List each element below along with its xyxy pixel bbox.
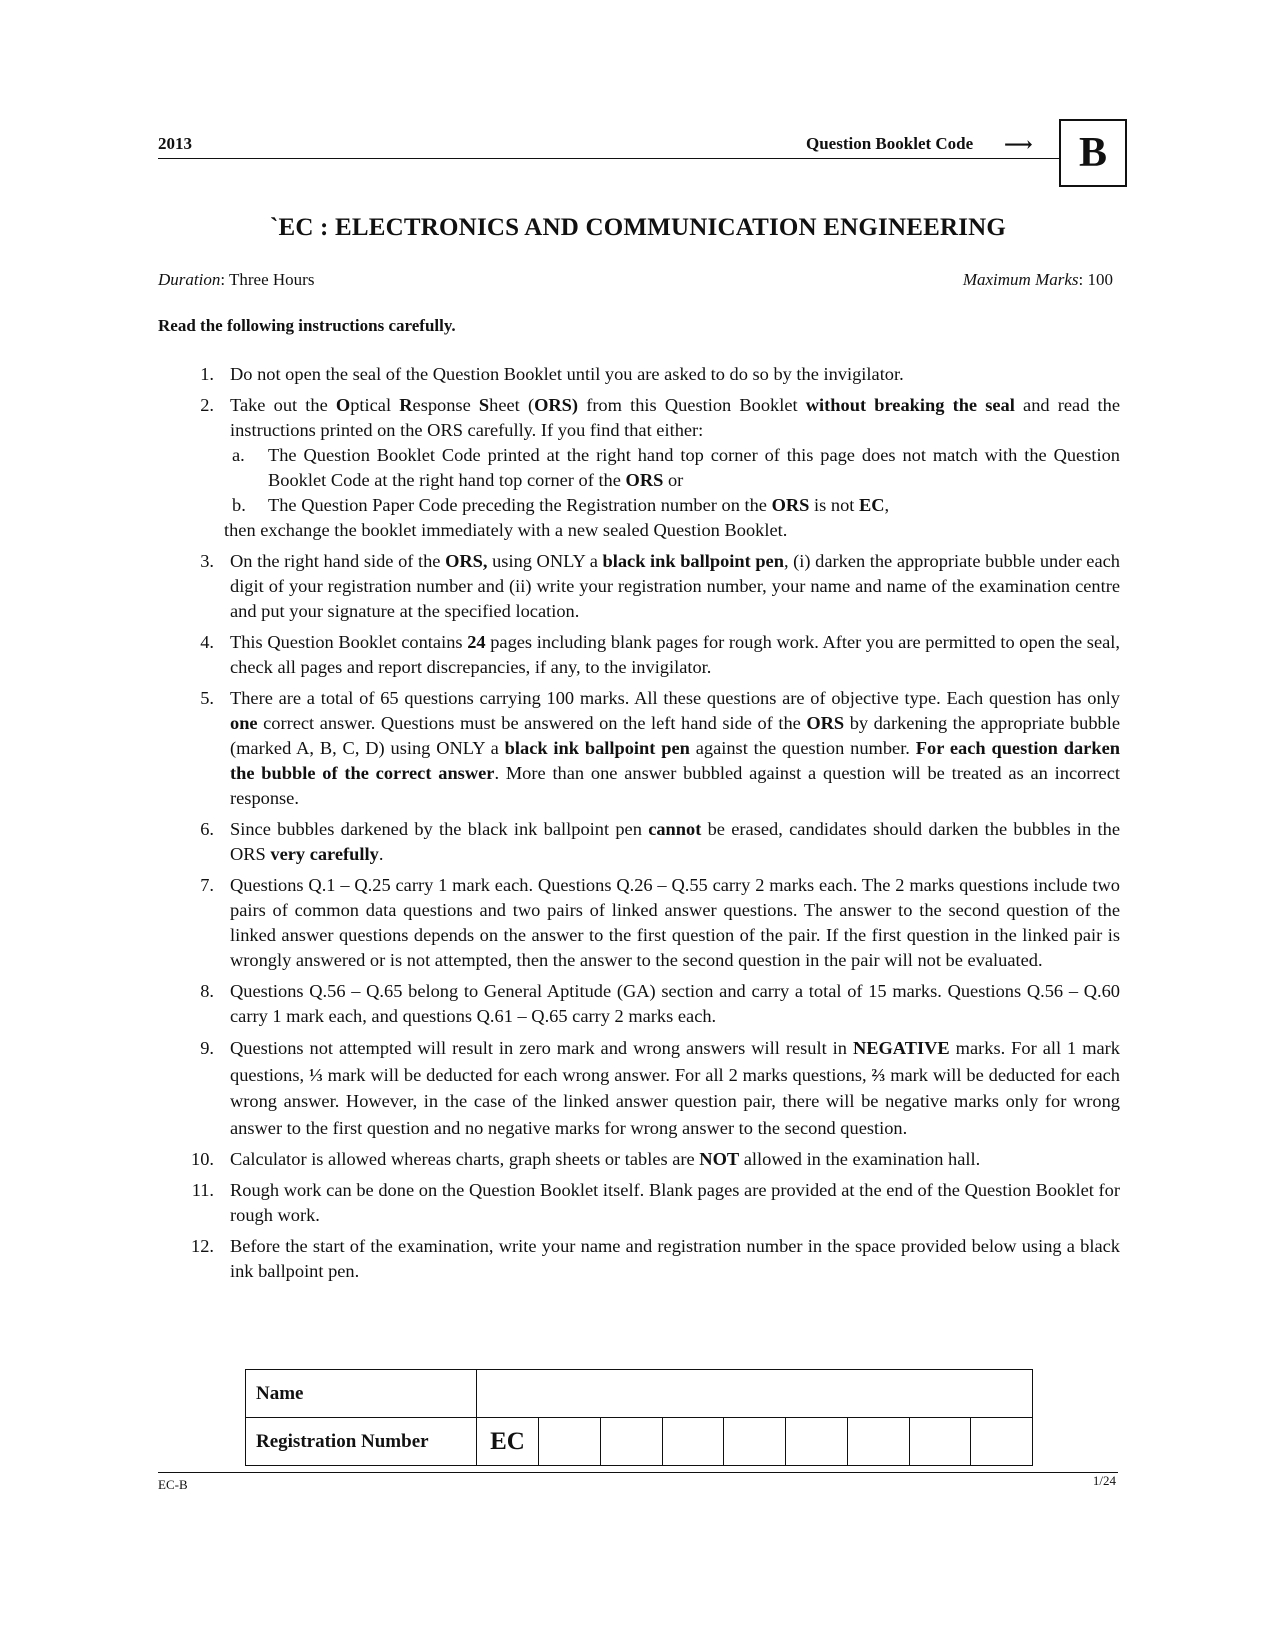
registration-digit-box[interactable] xyxy=(786,1418,848,1466)
instruction-item: 5. There are a total of 65 questions carrying 100 marks. All these questions are of objective type. Each question has only one correct answer. Questions must be answered on the left hand side of the ORS by darkening the appropriate bubble (marked A, B, C, D) using ONLY a black ink ballpoint pen against the question number. For each question darken the bubble of the correct answer. More than one answer bubbled against a question will be treated as an incorrect response. xyxy=(200,688,1120,808)
instruction-item: 7. Questions Q.1 – Q.25 carry 1 mark each. Questions Q.26 – Q.55 carry 2 marks each. The 2 marks questions include two pairs of common data questions and two pairs of linked answer questions. The answer to the second question of the linked answer questions depends on the answer to the first question of the pair. If the first question in the linked pair is wrongly answered or is not attempted, then the answer to the second question in the pair will not be evaluated. xyxy=(200,875,1120,970)
max-marks-value: : 100 xyxy=(1078,270,1113,289)
max-marks xyxy=(740,270,1113,290)
duration xyxy=(158,270,314,290)
exam-year: 2013 xyxy=(158,134,192,153)
name-field[interactable] xyxy=(476,1370,1032,1418)
booklet-code-label: Question Booklet Code xyxy=(806,134,974,153)
header-rule xyxy=(158,158,1059,159)
name-label: Name xyxy=(246,1370,477,1418)
name-row xyxy=(246,1370,1033,1418)
read-instructions-heading: Read the following instructions carefully. xyxy=(158,316,456,335)
instruction-item: 1. Do not open the seal of the Question Booklet until you are asked to do so by the invigilator. xyxy=(200,364,904,384)
registration-digit-box[interactable] xyxy=(847,1418,909,1466)
max-marks-label: Maximum Marks xyxy=(962,270,1079,289)
arrow-right-icon: ⟶ xyxy=(1004,134,1033,156)
instruction-tail: then exchange the booklet immediately with a new sealed Question Booklet. xyxy=(224,520,788,540)
instructions-list xyxy=(190,362,1120,1290)
instruction-item: 6. Since bubbles darkened by the black ink ballpoint pen cannot be erased, candidates should darken the bubbles in the ORS very carefully. xyxy=(200,819,1120,864)
registration-digit-box[interactable] xyxy=(971,1418,1033,1466)
instruction-item: 2. Take out the Optical Response Sheet (ORS) from this Question Booklet without breaking the seal and read the instructions printed on the ORS carefully. If you find that either: a. The Question Booklet Code printed at the right hand top corner of this page does not match with the Question Booklet Code at the right hand top corner of the ORS or b. The Question Paper Code preceding the Registration number on the ORS is not EC, then exchange the booklet immediately with a new sealed Question Booklet. xyxy=(190,393,1120,543)
instruction-item: 12. Before the start of the examination, write your name and registration number in the space provided below using a black ink ballpoint pen. xyxy=(191,1236,1120,1281)
registration-digit-box[interactable] xyxy=(724,1418,786,1466)
instruction-item: 8. Questions Q.56 – Q.65 belong to General Aptitude (GA) section and carry a total of 15 marks. Questions Q.56 – Q.60 carry 1 mark each, and questions Q.61 – Q.65 carry 2 marks each. xyxy=(200,981,1120,1026)
sub-instruction-a: a. The Question Booklet Code printed at the right hand top corner of this page does not match with the Question Booklet Code at the right hand top corner of the ORS or xyxy=(232,445,1120,490)
sub-instruction-b: b. The Question Paper Code preceding the Registration number on the ORS is not EC, xyxy=(232,495,890,515)
footer-page-number: 1/24 xyxy=(1092,1473,1116,1488)
instruction-item: 9. Questions not attempted will result in zero mark and wrong answers will result in NEGATIVE marks. For all 1 mark questions, ⅓ mark will be deducted for each wrong answer. For all 2 marks questions, ⅔ mark will be deducted for each wrong answer. However, in the case of the linked answer question pair, there will be negative marks only for wrong answer to the first question and no negative marks for wrong answer to the second question. xyxy=(200,1038,1120,1138)
registration-digit-box[interactable] xyxy=(601,1418,663,1466)
instruction-item: 4. This Question Booklet contains 24 pages including blank pages for rough work. After you are permitted to open the seal, check all pages and report discrepancies, if any, to the invigilator. xyxy=(200,632,1120,677)
registration-label: Registration Number xyxy=(246,1418,477,1466)
registration-digit-box[interactable] xyxy=(909,1418,971,1466)
candidate-details-table xyxy=(245,1369,1033,1466)
registration-digit-box[interactable] xyxy=(662,1418,724,1466)
footer-rule xyxy=(158,1472,1118,1473)
registration-row xyxy=(246,1418,1033,1466)
instruction-item: 10. Calculator is allowed whereas charts, graph sheets or tables are NOT allowed in the examination hall. xyxy=(191,1149,981,1169)
paper-title: `EC : ELECTRONICS AND COMMUNICATION ENGINEERING xyxy=(269,214,1007,241)
duration-label: Duration xyxy=(158,270,221,289)
registration-digit-box[interactable] xyxy=(539,1418,601,1466)
registration-prefix: EC xyxy=(476,1418,539,1466)
booklet-code-box: B xyxy=(1059,119,1127,187)
instruction-item: 3. On the right hand side of the ORS, using ONLY a black ink ballpoint pen, (i) darken the appropriate bubble under each digit of your registration number and (ii) write your registration number, your name and name of the examination centre and put your signature at the specified location. xyxy=(200,551,1120,621)
instruction-item: 11. Rough work can be done on the Question Booklet itself. Blank pages are provided at the end of the Question Booklet for rough work. xyxy=(191,1180,1120,1225)
duration-value: : Three Hours xyxy=(220,270,315,289)
footer-paper-code: EC-B xyxy=(158,1477,188,1492)
